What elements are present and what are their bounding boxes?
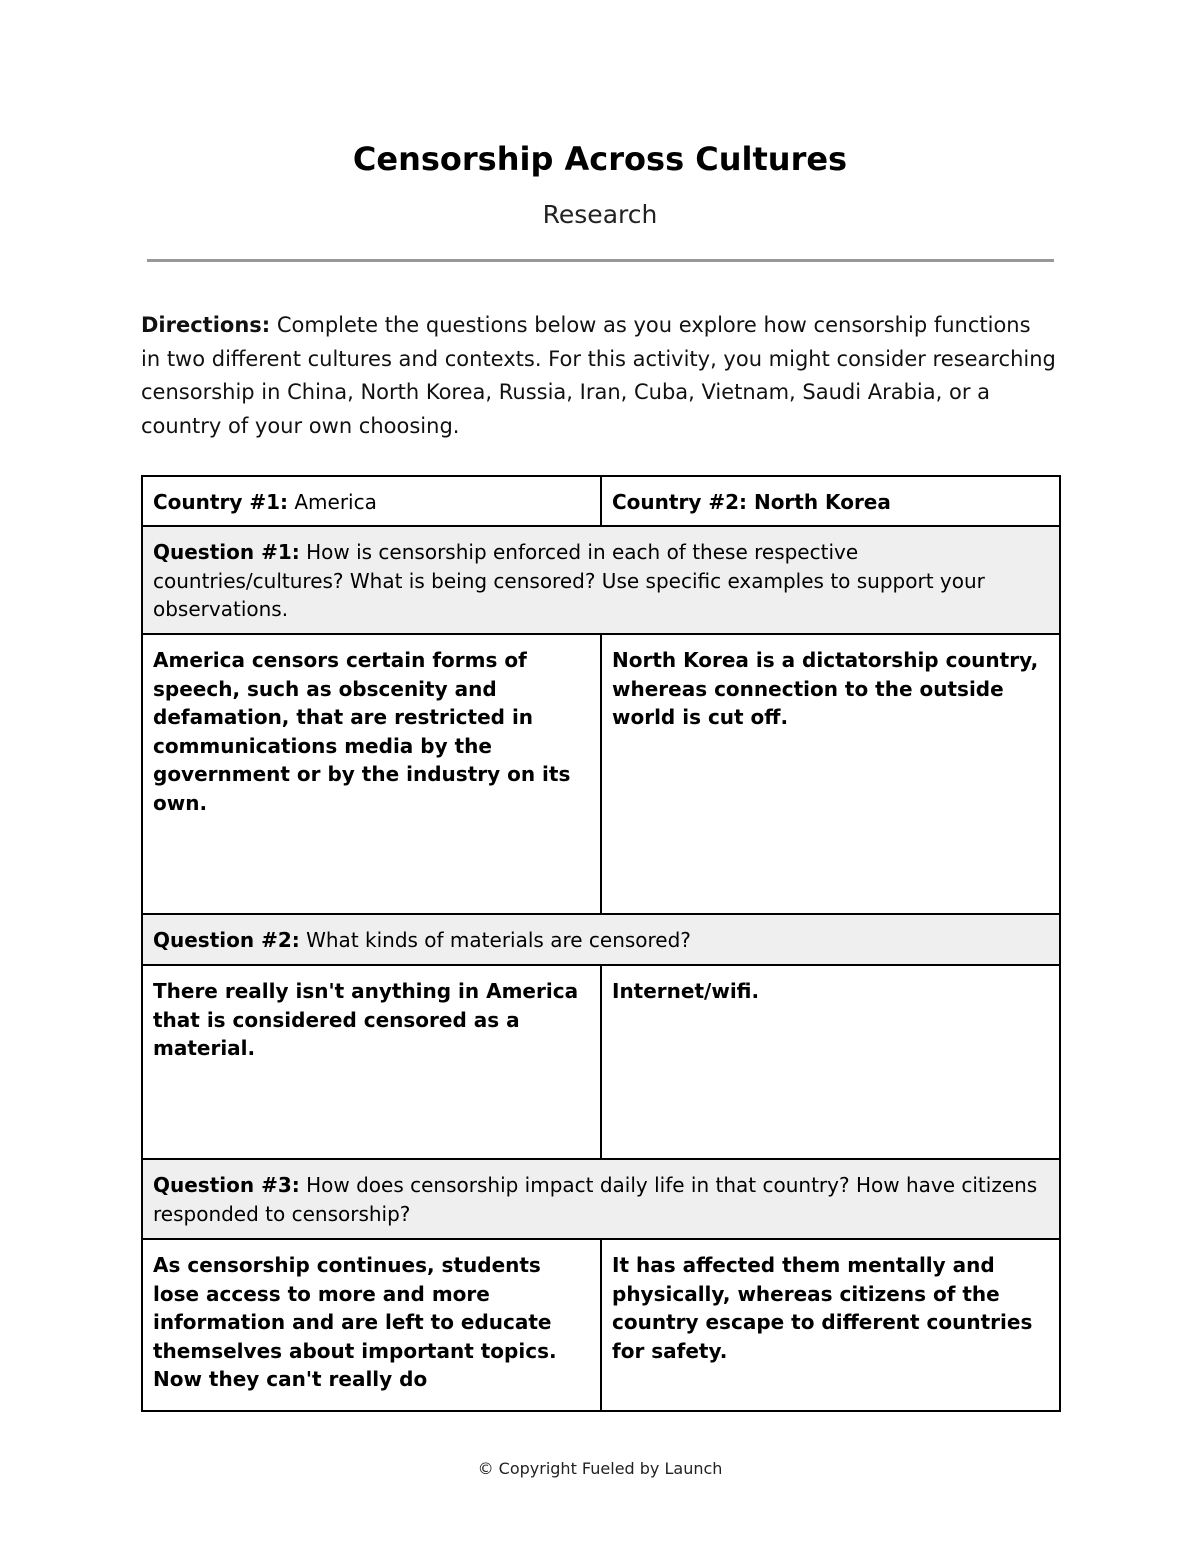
question-2-text: What kinds of materials are censored? (299, 928, 691, 952)
answer-3-left-cell[interactable] (142, 1239, 601, 1411)
directions-paragraph (141, 309, 1056, 443)
country-1-cell[interactable] (142, 476, 601, 526)
question-3-text: How does censorship impact daily life in that country? How have citizens responded to censorship? (153, 1173, 1038, 1226)
country-1-value: America (288, 490, 377, 514)
question-1-label: Question #1: (153, 540, 300, 564)
question-2-cell (142, 914, 1060, 965)
country-row (142, 476, 1060, 526)
page-title: Censorship Across Cultures (352, 140, 848, 178)
question-3-label: Question #3: (153, 1173, 300, 1197)
question-1-row (142, 526, 1060, 634)
answer-2-right[interactable]: Internet/wifi. (601, 965, 1060, 1159)
question-1-cell (142, 526, 1060, 634)
answer-2-left[interactable]: There really isn't anything in America that is considered censored as a material. (142, 965, 601, 1159)
question-2-label: Question #2: (153, 928, 300, 952)
directions-text: Complete the questions below as you explore how censorship functions in two different cultures and contexts. For this activity, you might consider researching censorship in China, North Korea, Russia, Iran, Cuba, Vietnam, Saudi Arabia, or a country of your own choosing. (141, 313, 1056, 438)
question-3-row (142, 1159, 1060, 1239)
country-1-label: Country #1: (153, 490, 288, 514)
answer-1-right[interactable]: North Korea is a dictatorship country, whereas connection to the outside world is cut off. (601, 634, 1060, 914)
country-2-label: Country #2: North Korea (612, 490, 891, 514)
answer-3-right[interactable]: It has affected them mentally and physically, whereas citizens of the country escape to different countries for safety. (601, 1239, 1060, 1411)
answer-1-left[interactable]: America censors certain forms of speech, such as obscenity and defamation, that are restricted in communications media by the government or by the industry on its own. (142, 634, 601, 914)
question-3-cell (142, 1159, 1060, 1239)
title-divider (147, 259, 1054, 262)
page-subtitle: Research (542, 200, 658, 229)
directions-label: Directions: (141, 313, 271, 337)
research-table (141, 475, 1061, 1412)
question-1-text: How is censorship enforced in each of these respective countries/cultures? What is being censored? Use specific examples to support your observations. (153, 540, 985, 621)
answer-2-row (142, 965, 1060, 1159)
answer-1-row (142, 634, 1060, 914)
question-2-row (142, 914, 1060, 965)
copyright-footer: © Copyright Fueled by Launch (477, 1459, 723, 1478)
answer-3-left: As censorship continues, students lose access to more and more information and are left to educate themselves about important topics. Now they can't really do (153, 1253, 557, 1391)
country-2-cell[interactable] (601, 476, 1060, 526)
answer-3-row (142, 1239, 1060, 1411)
